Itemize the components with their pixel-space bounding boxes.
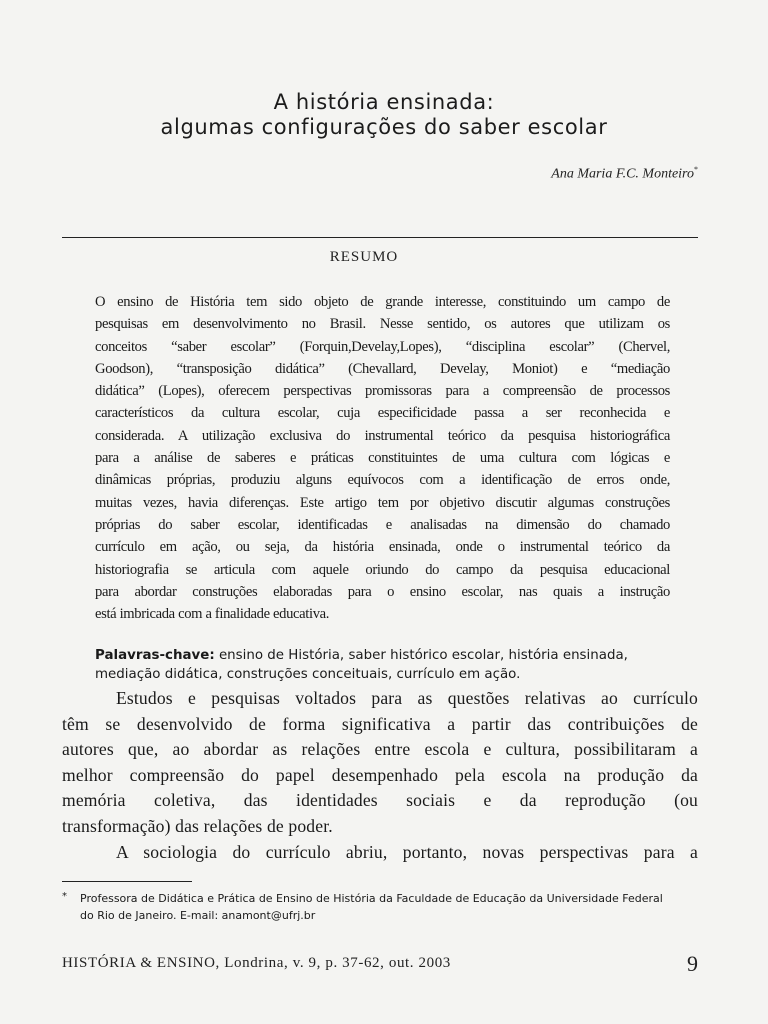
author-name (551, 165, 698, 183)
abstract-line: próprias do saber escolar, identificadas e analisadas na dimensão do chamado (95, 516, 670, 533)
abstract-line: considerada. A utilização exclusiva do instrumental teórico da pesquisa historiográfica (95, 427, 670, 444)
body-line: têm se desenvolvido de forma significativa a partir das contribuições de (62, 713, 698, 734)
abstract-line: O ensino de História tem sido objeto de grande interesse, constituindo um campo de (95, 294, 670, 310)
abstract-line: conceitos “saber escolar” (Forquin,Develay,Lopes), “disciplina escolar” (Chervel, (95, 338, 670, 355)
abstract-line: característicos da cultura escolar, cuja especificidade passa a ser reconhecida e (95, 405, 670, 422)
abstract-heading: RESUMO (329, 249, 399, 265)
abstract-line: para a análise de saberes e práticas constituintes de uma cultura com lógicas e (95, 450, 670, 467)
abstract-line: dinâmicas próprias, produziu alguns equívocos com a identificação de erros onde, (95, 472, 670, 489)
footnote-divider (62, 881, 192, 882)
title-line-2: algumas configurações do saber escolar (160, 115, 608, 139)
keywords-line-1 (95, 646, 675, 665)
abstract-line: para abordar construções elaboradas para o ensino escolar, nas quais a instrução (95, 583, 670, 600)
body-line: autores que, ao abordar as relações entre escola e cultura, possibilitaram a (62, 739, 698, 760)
keywords-label: Palavras-chave: (95, 648, 215, 663)
keywords-line-2: mediação didática, construções conceituais, currículo em ação. (95, 667, 521, 682)
abstract-line: currículo em ação, ou seja, da história ensinada, onde o instrumental teórico da (95, 539, 670, 556)
abstract-line: muitas vezes, havia diferenças. Este artigo tem por objetivo discutir algumas construções (95, 494, 670, 511)
header-divider (62, 237, 698, 238)
body-line: A sociologia do currículo abriu, portanto, novas perspectivas para a (116, 841, 698, 862)
body-line: memória coletiva, das identidades sociais e da reprodução (ou (62, 790, 698, 811)
abstract-line: didática” (Lopes), oferecem perspectivas promissoras para a compreensão de processos (95, 383, 670, 400)
body-line: Estudos e pesquisas voltados para as questões relativas ao currículo (116, 688, 698, 708)
body-text (62, 686, 698, 865)
author-footnote-marker: * (694, 165, 698, 174)
author-text: Ana Maria F.C. Monteiro (551, 166, 694, 182)
body-line: melhor compreensão do papel desempenhado pela escola na produção da (62, 764, 698, 785)
abstract-line: está imbricada com a finalidade educativa. (95, 606, 330, 623)
article-title (0, 90, 768, 140)
footnote (62, 890, 702, 924)
abstract-line: historiografia se articula com aquele oriundo do campo da pesquisa educacional (95, 561, 670, 578)
page-number: 9 (687, 951, 698, 976)
abstract-line: Goodson), “transposição didática” (Chevallard, Develay, Moniot) e “mediação (95, 360, 670, 377)
keywords-block (95, 646, 675, 684)
keywords-list-part-1: ensino de História, saber histórico escolar, história ensinada, (214, 648, 628, 663)
title-line-1: A história ensinada: (273, 90, 495, 114)
running-footer: HISTÓRIA & ENSINO, Londrina, v. 9, p. 37-62, out. 2003 (62, 955, 451, 971)
abstract-line: pesquisas em desenvolvimento no Brasil. Nesse sentido, os autores que utilizam os (95, 316, 670, 333)
footnote-line-1: Professora de Didática e Prática de Ensino de História da Faculdade de Educação da Universidade Federal (80, 892, 663, 905)
footnote-line-2: do Rio de Janeiro. E-mail: anamont@ufrj.br (80, 909, 316, 922)
body-line: transformação) das relações de poder. (62, 815, 333, 836)
abstract-text (95, 291, 670, 625)
footnote-marker: * (62, 891, 67, 902)
